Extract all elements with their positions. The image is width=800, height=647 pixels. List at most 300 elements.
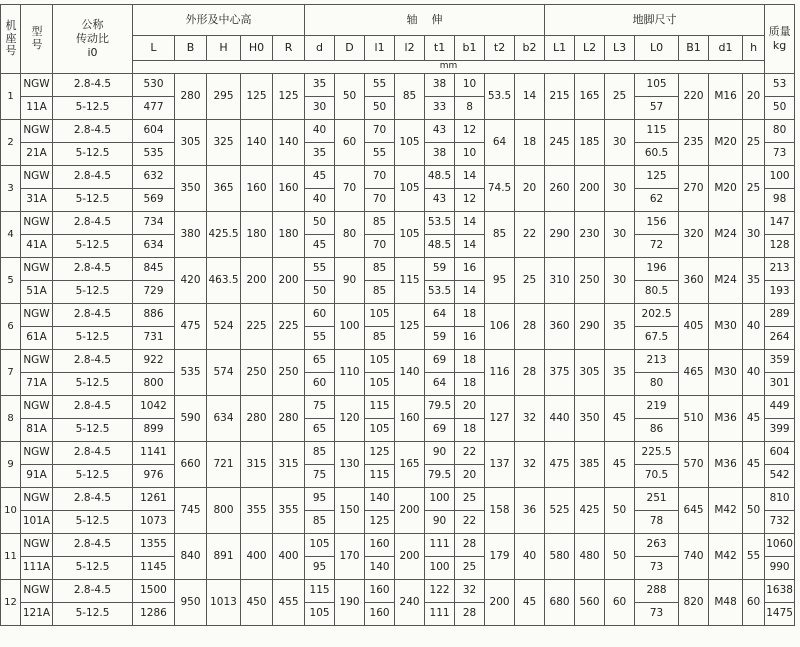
cell-t2: 64 xyxy=(485,120,515,166)
cell-t1: 53.5 xyxy=(425,281,455,304)
cell-shaft-d-outer: 120 xyxy=(335,396,365,442)
cell-b: 590 xyxy=(175,396,207,442)
cell-l: 530 xyxy=(133,74,175,97)
cell-h: 25 xyxy=(743,120,765,166)
cell-l2: 105 xyxy=(395,212,425,258)
cell-l1: 525 xyxy=(545,488,575,534)
cell-mass: 1475 xyxy=(765,603,795,626)
cell-r: 160 xyxy=(273,166,305,212)
cell-d1: M16 xyxy=(709,74,743,120)
cell-l0: 60.5 xyxy=(635,143,679,166)
ratio-cell: 2.8-4.5 xyxy=(53,258,133,281)
table-row xyxy=(1,580,795,603)
cell-d1: M36 xyxy=(709,396,743,442)
cell-b1: 28 xyxy=(455,534,485,557)
cell-l2: 480 xyxy=(575,534,605,580)
cell-l2: 115 xyxy=(395,258,425,304)
cell-b1: 14 xyxy=(455,235,485,258)
cell-t1: 111 xyxy=(425,603,455,626)
cell-l0: 80.5 xyxy=(635,281,679,304)
ratio-cell: 5-12.5 xyxy=(53,373,133,396)
column-header-b2: b2 xyxy=(515,36,545,61)
cell-l2: 200 xyxy=(395,488,425,534)
cell-l1: 140 xyxy=(365,488,395,511)
cell-b2: 32 xyxy=(515,396,545,442)
ratio-cell: 5-12.5 xyxy=(53,281,133,304)
cell-d: 55 xyxy=(305,327,335,350)
cell-h0: 225 xyxy=(241,304,273,350)
cell-shaft-d-outer: 70 xyxy=(335,166,365,212)
table-row xyxy=(1,258,795,281)
cell-r: 455 xyxy=(273,580,305,626)
column-header-t2: t2 xyxy=(485,36,515,61)
cell-b1: 18 xyxy=(455,304,485,327)
cell-l2: 85 xyxy=(395,74,425,120)
cell-l: 976 xyxy=(133,465,175,488)
column-header-l0: L0 xyxy=(635,36,679,61)
cell-l0: 67.5 xyxy=(635,327,679,350)
cell-r: 140 xyxy=(273,120,305,166)
cell-l3: 60 xyxy=(605,580,635,626)
cell-h0: 140 xyxy=(241,120,273,166)
cell-b1: 270 xyxy=(679,166,709,212)
model-series: NGW xyxy=(21,166,53,189)
cell-shaft-d-outer: 90 xyxy=(335,258,365,304)
cell-b1: 12 xyxy=(455,120,485,143)
cell-b: 950 xyxy=(175,580,207,626)
cell-b: 380 xyxy=(175,212,207,258)
cell-t2: 137 xyxy=(485,442,515,488)
cell-l0: 196 xyxy=(635,258,679,281)
cell-h0: 355 xyxy=(241,488,273,534)
cell-mass: 128 xyxy=(765,235,795,258)
cell-l1: 160 xyxy=(365,580,395,603)
cell-h: 634 xyxy=(207,396,241,442)
cell-h0: 450 xyxy=(241,580,273,626)
cell-r: 225 xyxy=(273,304,305,350)
model-code: 41A xyxy=(21,235,53,258)
cell-l: 1145 xyxy=(133,557,175,580)
ratio-cell: 2.8-4.5 xyxy=(53,488,133,511)
cell-l0: 213 xyxy=(635,350,679,373)
cell-l0: 62 xyxy=(635,189,679,212)
cell-l0: 263 xyxy=(635,534,679,557)
cell-l: 634 xyxy=(133,235,175,258)
column-header-l1: l1 xyxy=(365,36,395,61)
cell-b1: 20 xyxy=(455,396,485,419)
cell-h: 40 xyxy=(743,350,765,396)
cell-t2: 127 xyxy=(485,396,515,442)
column-header-l2: l2 xyxy=(395,36,425,61)
cell-l2: 290 xyxy=(575,304,605,350)
seat-number: 2 xyxy=(1,120,21,166)
cell-mass: 264 xyxy=(765,327,795,350)
cell-b1: 16 xyxy=(455,258,485,281)
cell-b1: 570 xyxy=(679,442,709,488)
cell-shaft-d-outer: 60 xyxy=(335,120,365,166)
cell-t1: 100 xyxy=(425,557,455,580)
cell-d1: M36 xyxy=(709,442,743,488)
seat-number: 10 xyxy=(1,488,21,534)
model-code: 61A xyxy=(21,327,53,350)
column-header-h: h xyxy=(743,36,765,61)
cell-l: 632 xyxy=(133,166,175,189)
cell-l2: 350 xyxy=(575,396,605,442)
cell-mass: 73 xyxy=(765,143,795,166)
cell-b1: 360 xyxy=(679,258,709,304)
cell-mass: 1638 xyxy=(765,580,795,603)
cell-l2: 165 xyxy=(395,442,425,488)
ratio-cell: 2.8-4.5 xyxy=(53,166,133,189)
header-ratio: 公称 传动比 i0 xyxy=(53,5,133,74)
model-code: 121A xyxy=(21,603,53,626)
cell-l1: 55 xyxy=(365,143,395,166)
ratio-cell: 5-12.5 xyxy=(53,557,133,580)
cell-b2: 28 xyxy=(515,304,545,350)
cell-mass: 449 xyxy=(765,396,795,419)
cell-l2: 125 xyxy=(395,304,425,350)
cell-d: 65 xyxy=(305,419,335,442)
cell-b: 535 xyxy=(175,350,207,396)
cell-shaft-d-outer: 80 xyxy=(335,212,365,258)
cell-l1: 70 xyxy=(365,235,395,258)
column-header-l2: L2 xyxy=(575,36,605,61)
ratio-cell: 2.8-4.5 xyxy=(53,304,133,327)
cell-b: 745 xyxy=(175,488,207,534)
cell-l1: 85 xyxy=(365,258,395,281)
ratio-cell: 2.8-4.5 xyxy=(53,212,133,235)
cell-l0: 72 xyxy=(635,235,679,258)
cell-r: 250 xyxy=(273,350,305,396)
cell-d1: M24 xyxy=(709,212,743,258)
cell-shaft-d-outer: 170 xyxy=(335,534,365,580)
cell-mass: 193 xyxy=(765,281,795,304)
cell-l0: 57 xyxy=(635,97,679,120)
cell-l0: 225.5 xyxy=(635,442,679,465)
cell-b: 305 xyxy=(175,120,207,166)
cell-r: 400 xyxy=(273,534,305,580)
cell-b1: 12 xyxy=(455,189,485,212)
column-header-l3: L3 xyxy=(605,36,635,61)
cell-b1: 320 xyxy=(679,212,709,258)
model-code: 11A xyxy=(21,97,53,120)
cell-l1: 125 xyxy=(365,442,395,465)
cell-l0: 288 xyxy=(635,580,679,603)
cell-mass: 301 xyxy=(765,373,795,396)
cell-t2: 158 xyxy=(485,488,515,534)
cell-l1: 105 xyxy=(365,304,395,327)
ratio-cell: 2.8-4.5 xyxy=(53,74,133,97)
ratio-cell: 2.8-4.5 xyxy=(53,534,133,557)
cell-mass: 990 xyxy=(765,557,795,580)
cell-d: 35 xyxy=(305,74,335,97)
cell-h0: 200 xyxy=(241,258,273,304)
model-code: 21A xyxy=(21,143,53,166)
ratio-cell: 2.8-4.5 xyxy=(53,442,133,465)
cell-d: 45 xyxy=(305,235,335,258)
cell-l2: 165 xyxy=(575,74,605,120)
cell-shaft-d-outer: 100 xyxy=(335,304,365,350)
cell-l0: 86 xyxy=(635,419,679,442)
cell-t2: 53.5 xyxy=(485,74,515,120)
cell-d1: M42 xyxy=(709,534,743,580)
cell-h0: 125 xyxy=(241,74,273,120)
seat-number: 5 xyxy=(1,258,21,304)
cell-shaft-d-outer: 50 xyxy=(335,74,365,120)
cell-b1: 32 xyxy=(455,580,485,603)
model-code: 81A xyxy=(21,419,53,442)
cell-t2: 85 xyxy=(485,212,515,258)
cell-l0: 125 xyxy=(635,166,679,189)
cell-l0: 78 xyxy=(635,511,679,534)
cell-b1: 8 xyxy=(455,97,485,120)
cell-t1: 38 xyxy=(425,74,455,97)
cell-l1: 55 xyxy=(365,74,395,97)
cell-r: 315 xyxy=(273,442,305,488)
model-series: NGW xyxy=(21,442,53,465)
cell-l1: 215 xyxy=(545,74,575,120)
cell-d1: M20 xyxy=(709,120,743,166)
cell-l1: 105 xyxy=(365,419,395,442)
cell-l: 800 xyxy=(133,373,175,396)
cell-l1: 85 xyxy=(365,327,395,350)
cell-l3: 35 xyxy=(605,350,635,396)
model-code: 51A xyxy=(21,281,53,304)
cell-b1: 16 xyxy=(455,327,485,350)
cell-t1: 59 xyxy=(425,327,455,350)
table-row xyxy=(1,442,795,465)
cell-h: 55 xyxy=(743,534,765,580)
table-row xyxy=(1,396,795,419)
cell-d: 35 xyxy=(305,143,335,166)
cell-b2: 18 xyxy=(515,120,545,166)
cell-l: 731 xyxy=(133,327,175,350)
column-header-l: L xyxy=(133,36,175,61)
cell-b2: 28 xyxy=(515,350,545,396)
cell-b1: 28 xyxy=(455,603,485,626)
cell-d: 115 xyxy=(305,580,335,603)
header-group-foot: 地脚尺寸 xyxy=(545,5,765,36)
cell-t1: 43 xyxy=(425,189,455,212)
cell-l2: 160 xyxy=(395,396,425,442)
cell-l: 922 xyxy=(133,350,175,373)
cell-mass: 98 xyxy=(765,189,795,212)
cell-t2: 116 xyxy=(485,350,515,396)
cell-h: 721 xyxy=(207,442,241,488)
cell-d: 95 xyxy=(305,557,335,580)
cell-l1: 360 xyxy=(545,304,575,350)
cell-l: 729 xyxy=(133,281,175,304)
seat-number: 9 xyxy=(1,442,21,488)
cell-h: 365 xyxy=(207,166,241,212)
cell-d1: M24 xyxy=(709,258,743,304)
cell-b1: 465 xyxy=(679,350,709,396)
cell-b2: 40 xyxy=(515,534,545,580)
cell-d1: M48 xyxy=(709,580,743,626)
cell-h: 1013 xyxy=(207,580,241,626)
cell-l1: 375 xyxy=(545,350,575,396)
cell-t1: 79.5 xyxy=(425,465,455,488)
ratio-cell: 2.8-4.5 xyxy=(53,396,133,419)
model-series: NGW xyxy=(21,580,53,603)
cell-l3: 30 xyxy=(605,166,635,212)
model-series: NGW xyxy=(21,304,53,327)
cell-h: 425.5 xyxy=(207,212,241,258)
cell-b1: 20 xyxy=(455,465,485,488)
cell-d: 60 xyxy=(305,373,335,396)
column-header-h0: H0 xyxy=(241,36,273,61)
cell-l: 845 xyxy=(133,258,175,281)
cell-t2: 106 xyxy=(485,304,515,350)
cell-mass: 100 xyxy=(765,166,795,189)
cell-h: 891 xyxy=(207,534,241,580)
column-header-l1: L1 xyxy=(545,36,575,61)
cell-l1: 580 xyxy=(545,534,575,580)
seat-number: 12 xyxy=(1,580,21,626)
cell-t1: 100 xyxy=(425,488,455,511)
cell-l: 1261 xyxy=(133,488,175,511)
table-row xyxy=(1,120,795,143)
cell-l2: 140 xyxy=(395,350,425,396)
model-series: NGW xyxy=(21,74,53,97)
model-series: NGW xyxy=(21,120,53,143)
cell-b: 660 xyxy=(175,442,207,488)
cell-b1: 25 xyxy=(455,557,485,580)
cell-t1: 111 xyxy=(425,534,455,557)
cell-l2: 200 xyxy=(395,534,425,580)
cell-h: 295 xyxy=(207,74,241,120)
cell-r: 280 xyxy=(273,396,305,442)
cell-b1: 14 xyxy=(455,166,485,189)
ratio-cell: 2.8-4.5 xyxy=(53,120,133,143)
cell-b1: 22 xyxy=(455,511,485,534)
cell-b1: 22 xyxy=(455,442,485,465)
cell-h: 30 xyxy=(743,212,765,258)
cell-h: 25 xyxy=(743,166,765,212)
cell-l1: 70 xyxy=(365,189,395,212)
ratio-cell: 5-12.5 xyxy=(53,327,133,350)
cell-r: 200 xyxy=(273,258,305,304)
cell-l0: 73 xyxy=(635,603,679,626)
cell-l1: 680 xyxy=(545,580,575,626)
ratio-cell: 5-12.5 xyxy=(53,603,133,626)
cell-mass: 732 xyxy=(765,511,795,534)
ratio-cell: 5-12.5 xyxy=(53,235,133,258)
cell-h0: 400 xyxy=(241,534,273,580)
ratio-cell: 5-12.5 xyxy=(53,465,133,488)
cell-l1: 115 xyxy=(365,465,395,488)
ratio-cell: 5-12.5 xyxy=(53,511,133,534)
cell-l1: 310 xyxy=(545,258,575,304)
cell-l1: 160 xyxy=(365,534,395,557)
cell-b: 840 xyxy=(175,534,207,580)
cell-h: 35 xyxy=(743,258,765,304)
cell-l: 1286 xyxy=(133,603,175,626)
cell-h: 574 xyxy=(207,350,241,396)
cell-l3: 35 xyxy=(605,304,635,350)
cell-t1: 64 xyxy=(425,304,455,327)
cell-t2: 200 xyxy=(485,580,515,626)
column-header-r: R xyxy=(273,36,305,61)
cell-l0: 202.5 xyxy=(635,304,679,327)
cell-r: 125 xyxy=(273,74,305,120)
cell-h: 524 xyxy=(207,304,241,350)
cell-l0: 251 xyxy=(635,488,679,511)
cell-l2: 105 xyxy=(395,166,425,212)
cell-mass: 147 xyxy=(765,212,795,235)
model-code: 101A xyxy=(21,511,53,534)
cell-l2: 250 xyxy=(575,258,605,304)
cell-b1: 645 xyxy=(679,488,709,534)
cell-b2: 36 xyxy=(515,488,545,534)
cell-h0: 250 xyxy=(241,350,273,396)
table-row xyxy=(1,212,795,235)
cell-d: 40 xyxy=(305,120,335,143)
cell-l1: 260 xyxy=(545,166,575,212)
column-header-d1: d1 xyxy=(709,36,743,61)
cell-d: 60 xyxy=(305,304,335,327)
cell-t2: 74.5 xyxy=(485,166,515,212)
column-header-b: B xyxy=(175,36,207,61)
cell-shaft-d-outer: 130 xyxy=(335,442,365,488)
cell-mass: 50 xyxy=(765,97,795,120)
cell-r: 180 xyxy=(273,212,305,258)
cell-l1: 85 xyxy=(365,281,395,304)
cell-d1: M20 xyxy=(709,166,743,212)
cell-t2: 179 xyxy=(485,534,515,580)
model-series: NGW xyxy=(21,258,53,281)
cell-t1: 64 xyxy=(425,373,455,396)
model-series: NGW xyxy=(21,212,53,235)
cell-l1: 245 xyxy=(545,120,575,166)
cell-b1: 405 xyxy=(679,304,709,350)
cell-mass: 542 xyxy=(765,465,795,488)
cell-t1: 69 xyxy=(425,419,455,442)
header-model: 型号 xyxy=(21,5,53,74)
cell-l2: 560 xyxy=(575,580,605,626)
cell-l: 1500 xyxy=(133,580,175,603)
cell-h: 50 xyxy=(743,488,765,534)
cell-l1: 475 xyxy=(545,442,575,488)
cell-l0: 115 xyxy=(635,120,679,143)
cell-l0: 70.5 xyxy=(635,465,679,488)
cell-h: 45 xyxy=(743,442,765,488)
cell-l1: 50 xyxy=(365,97,395,120)
cell-b2: 45 xyxy=(515,580,545,626)
seat-number: 11 xyxy=(1,534,21,580)
cell-l1: 70 xyxy=(365,166,395,189)
cell-mass: 80 xyxy=(765,120,795,143)
cell-mass: 53 xyxy=(765,74,795,97)
cell-d1: M42 xyxy=(709,488,743,534)
cell-h: 45 xyxy=(743,396,765,442)
cell-t1: 59 xyxy=(425,258,455,281)
cell-t1: 48.5 xyxy=(425,235,455,258)
cell-l3: 45 xyxy=(605,442,635,488)
cell-l: 886 xyxy=(133,304,175,327)
model-code: 31A xyxy=(21,189,53,212)
seat-number: 1 xyxy=(1,74,21,120)
header-group-outline: 外形及中心高 xyxy=(133,5,305,36)
cell-h: 60 xyxy=(743,580,765,626)
cell-l0: 105 xyxy=(635,74,679,97)
cell-t1: 48.5 xyxy=(425,166,455,189)
cell-d: 50 xyxy=(305,212,335,235)
cell-l2: 240 xyxy=(395,580,425,626)
column-header-b1: b1 xyxy=(455,36,485,61)
cell-b1: 220 xyxy=(679,74,709,120)
cell-l0: 156 xyxy=(635,212,679,235)
